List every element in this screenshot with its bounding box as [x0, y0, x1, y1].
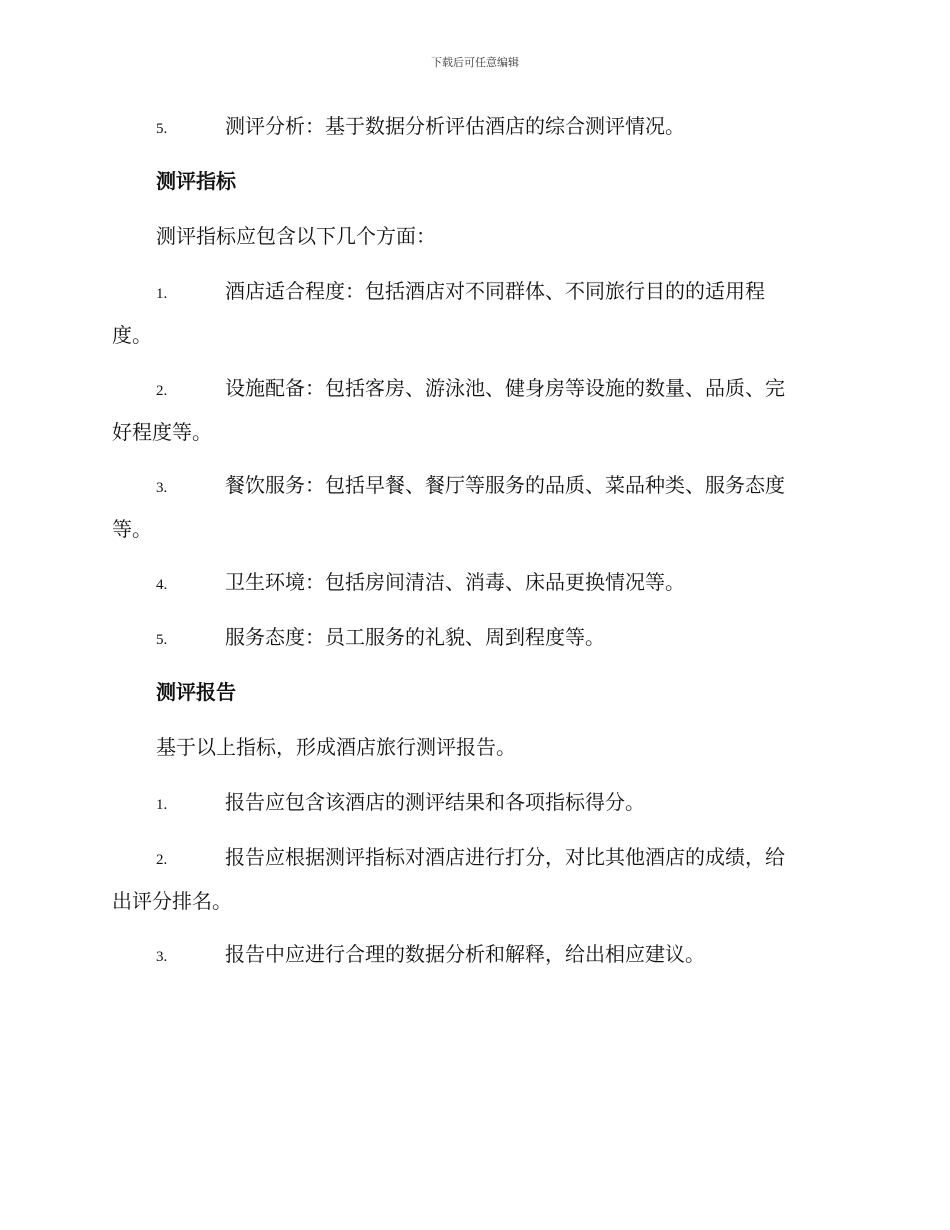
list-text: 报告中应进行合理的数据分析和解释，给出相应建议。 — [225, 942, 705, 966]
section-heading-indicators: 测评指标 — [156, 169, 236, 193]
list-text: 测评分析：基于数据分析评估酒店的综合测评情况。 — [225, 114, 685, 138]
list-item-dining — [112, 465, 834, 550]
list-number: 3. — [156, 949, 168, 965]
list-number: 4. — [156, 577, 168, 593]
list-number: 1. — [156, 797, 168, 813]
list-number: 3. — [156, 480, 168, 496]
list-text-line2: 等。 — [112, 517, 152, 541]
paragraph-report-intro: 基于以上指标，形成酒店旅行测评报告。 — [156, 735, 516, 759]
list-number: 1. — [156, 286, 168, 302]
list-text: 报告应包含该酒店的测评结果和各项指标得分。 — [225, 790, 645, 814]
list-text: 卫生环境：包括房间清洁、消毒、床品更换情况等。 — [225, 570, 685, 594]
list-item-hygiene — [112, 562, 878, 606]
list-number: 2. — [156, 383, 168, 399]
list-text-line2: 出评分排名。 — [112, 889, 232, 913]
paragraph-indicators-intro: 测评指标应包含以下几个方面： — [156, 224, 436, 248]
list-text-line1: 报告应根据测评指标对酒店进行打分，对比其他酒店的成绩，给 — [225, 845, 785, 869]
list-text-line2: 度。 — [112, 323, 152, 347]
list-item-suitability — [112, 271, 834, 356]
list-text: 服务态度：员工服务的礼貌、周到程度等。 — [225, 625, 605, 649]
list-number: 5. — [156, 632, 168, 648]
list-item-report-ranking — [112, 837, 834, 922]
list-text-line2: 好程度等。 — [112, 420, 212, 444]
list-text-line1: 酒店适合程度：包括酒店对不同群体、不同旅行目的的适用程 — [225, 279, 765, 303]
section-heading-report: 测评报告 — [156, 680, 236, 704]
list-number: 5. — [156, 121, 168, 137]
list-item-report-analysis — [112, 934, 878, 978]
list-item-service-attitude — [112, 617, 878, 661]
list-item-facilities — [112, 368, 834, 453]
list-item-analysis — [112, 106, 878, 150]
list-number: 2. — [156, 852, 168, 868]
header-note: 下载后可任意编辑 — [431, 56, 519, 69]
list-text-line1: 餐饮服务：包括早餐、餐厅等服务的品质、菜品种类、服务态度 — [225, 473, 785, 497]
list-text-line1: 设施配备：包括客房、游泳池、健身房等设施的数量、品质、完 — [225, 376, 785, 400]
list-item-report-results — [112, 782, 878, 826]
